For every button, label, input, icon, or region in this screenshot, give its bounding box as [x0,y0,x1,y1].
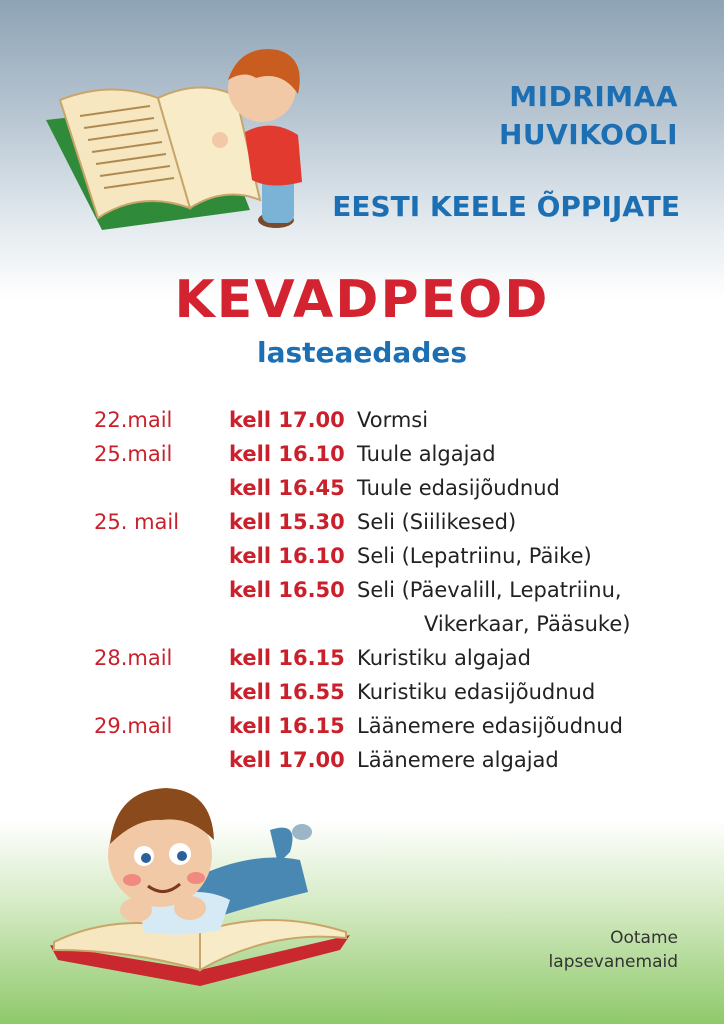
schedule-row [0,505,724,539]
schedule-place: Läänemere algajad [357,748,559,772]
invitation-note-line1: Ootame [610,928,678,948]
schedule-time: kell 16.45 [229,476,345,500]
invitation-note [549,926,678,974]
schedule-time: kell 16.10 [229,442,345,466]
schedule-time: kell 16.10 [229,544,345,568]
boy-lying-on-book-illustration [40,760,360,990]
schedule-row [0,641,724,675]
schedule-place: Kuristiku algajad [357,646,531,670]
schedule-time: kell 16.15 [229,646,345,670]
event-subtitle: lasteaedades [256,336,468,369]
schedule-place: Seli (Lepatriinu, Päike) [357,544,592,568]
schedule-row [0,437,724,471]
schedule-time: kell 16.55 [229,680,345,704]
target-group-heading: EESTI KEELE ÕPPIJATE [332,190,680,223]
schedule-place: Tuule algajad [357,442,496,466]
schedule-time: kell 17.00 [229,748,345,772]
schedule-row [0,675,724,709]
schedule-row-continuation [0,607,724,641]
schedule-place: Kuristiku edasijõudnud [357,680,596,704]
organization-name-line2: HUVIKOOLI [498,118,678,151]
schedule-row [0,709,724,743]
invitation-note-line2: lapsevanemaid [548,952,678,972]
organization-name-line1: MIDRIMAA [509,80,678,113]
schedule-place: Läänemere edasijõudnud [357,714,623,738]
schedule-row [0,471,724,505]
schedule-row [0,573,724,607]
boy-reading-book-illustration [40,40,340,250]
schedule-date: 28.mail [94,646,173,670]
schedule-place-continuation: Vikerkaar, Pääsuke) [424,612,631,636]
schedule-date: 22.mail [94,408,173,432]
schedule-place: Tuule edasijõudnud [357,476,560,500]
schedule-place: Vormsi [357,408,429,432]
schedule-row [0,539,724,573]
schedule-time: kell 16.50 [229,578,345,602]
schedule-time: kell 17.00 [229,408,345,432]
schedule-place: Seli (Päevalill, Lepatriinu, [357,578,622,602]
schedule-date: 25.mail [94,442,173,466]
schedule-time: kell 15.30 [229,510,345,534]
schedule-time: kell 16.15 [229,714,345,738]
schedule-place: Seli (Siilikesed) [357,510,517,534]
event-title: KEVADPEOD [174,270,550,330]
schedule-date: 25. mail [94,510,180,534]
schedule-date: 29.mail [94,714,173,738]
schedule-row [0,403,724,437]
